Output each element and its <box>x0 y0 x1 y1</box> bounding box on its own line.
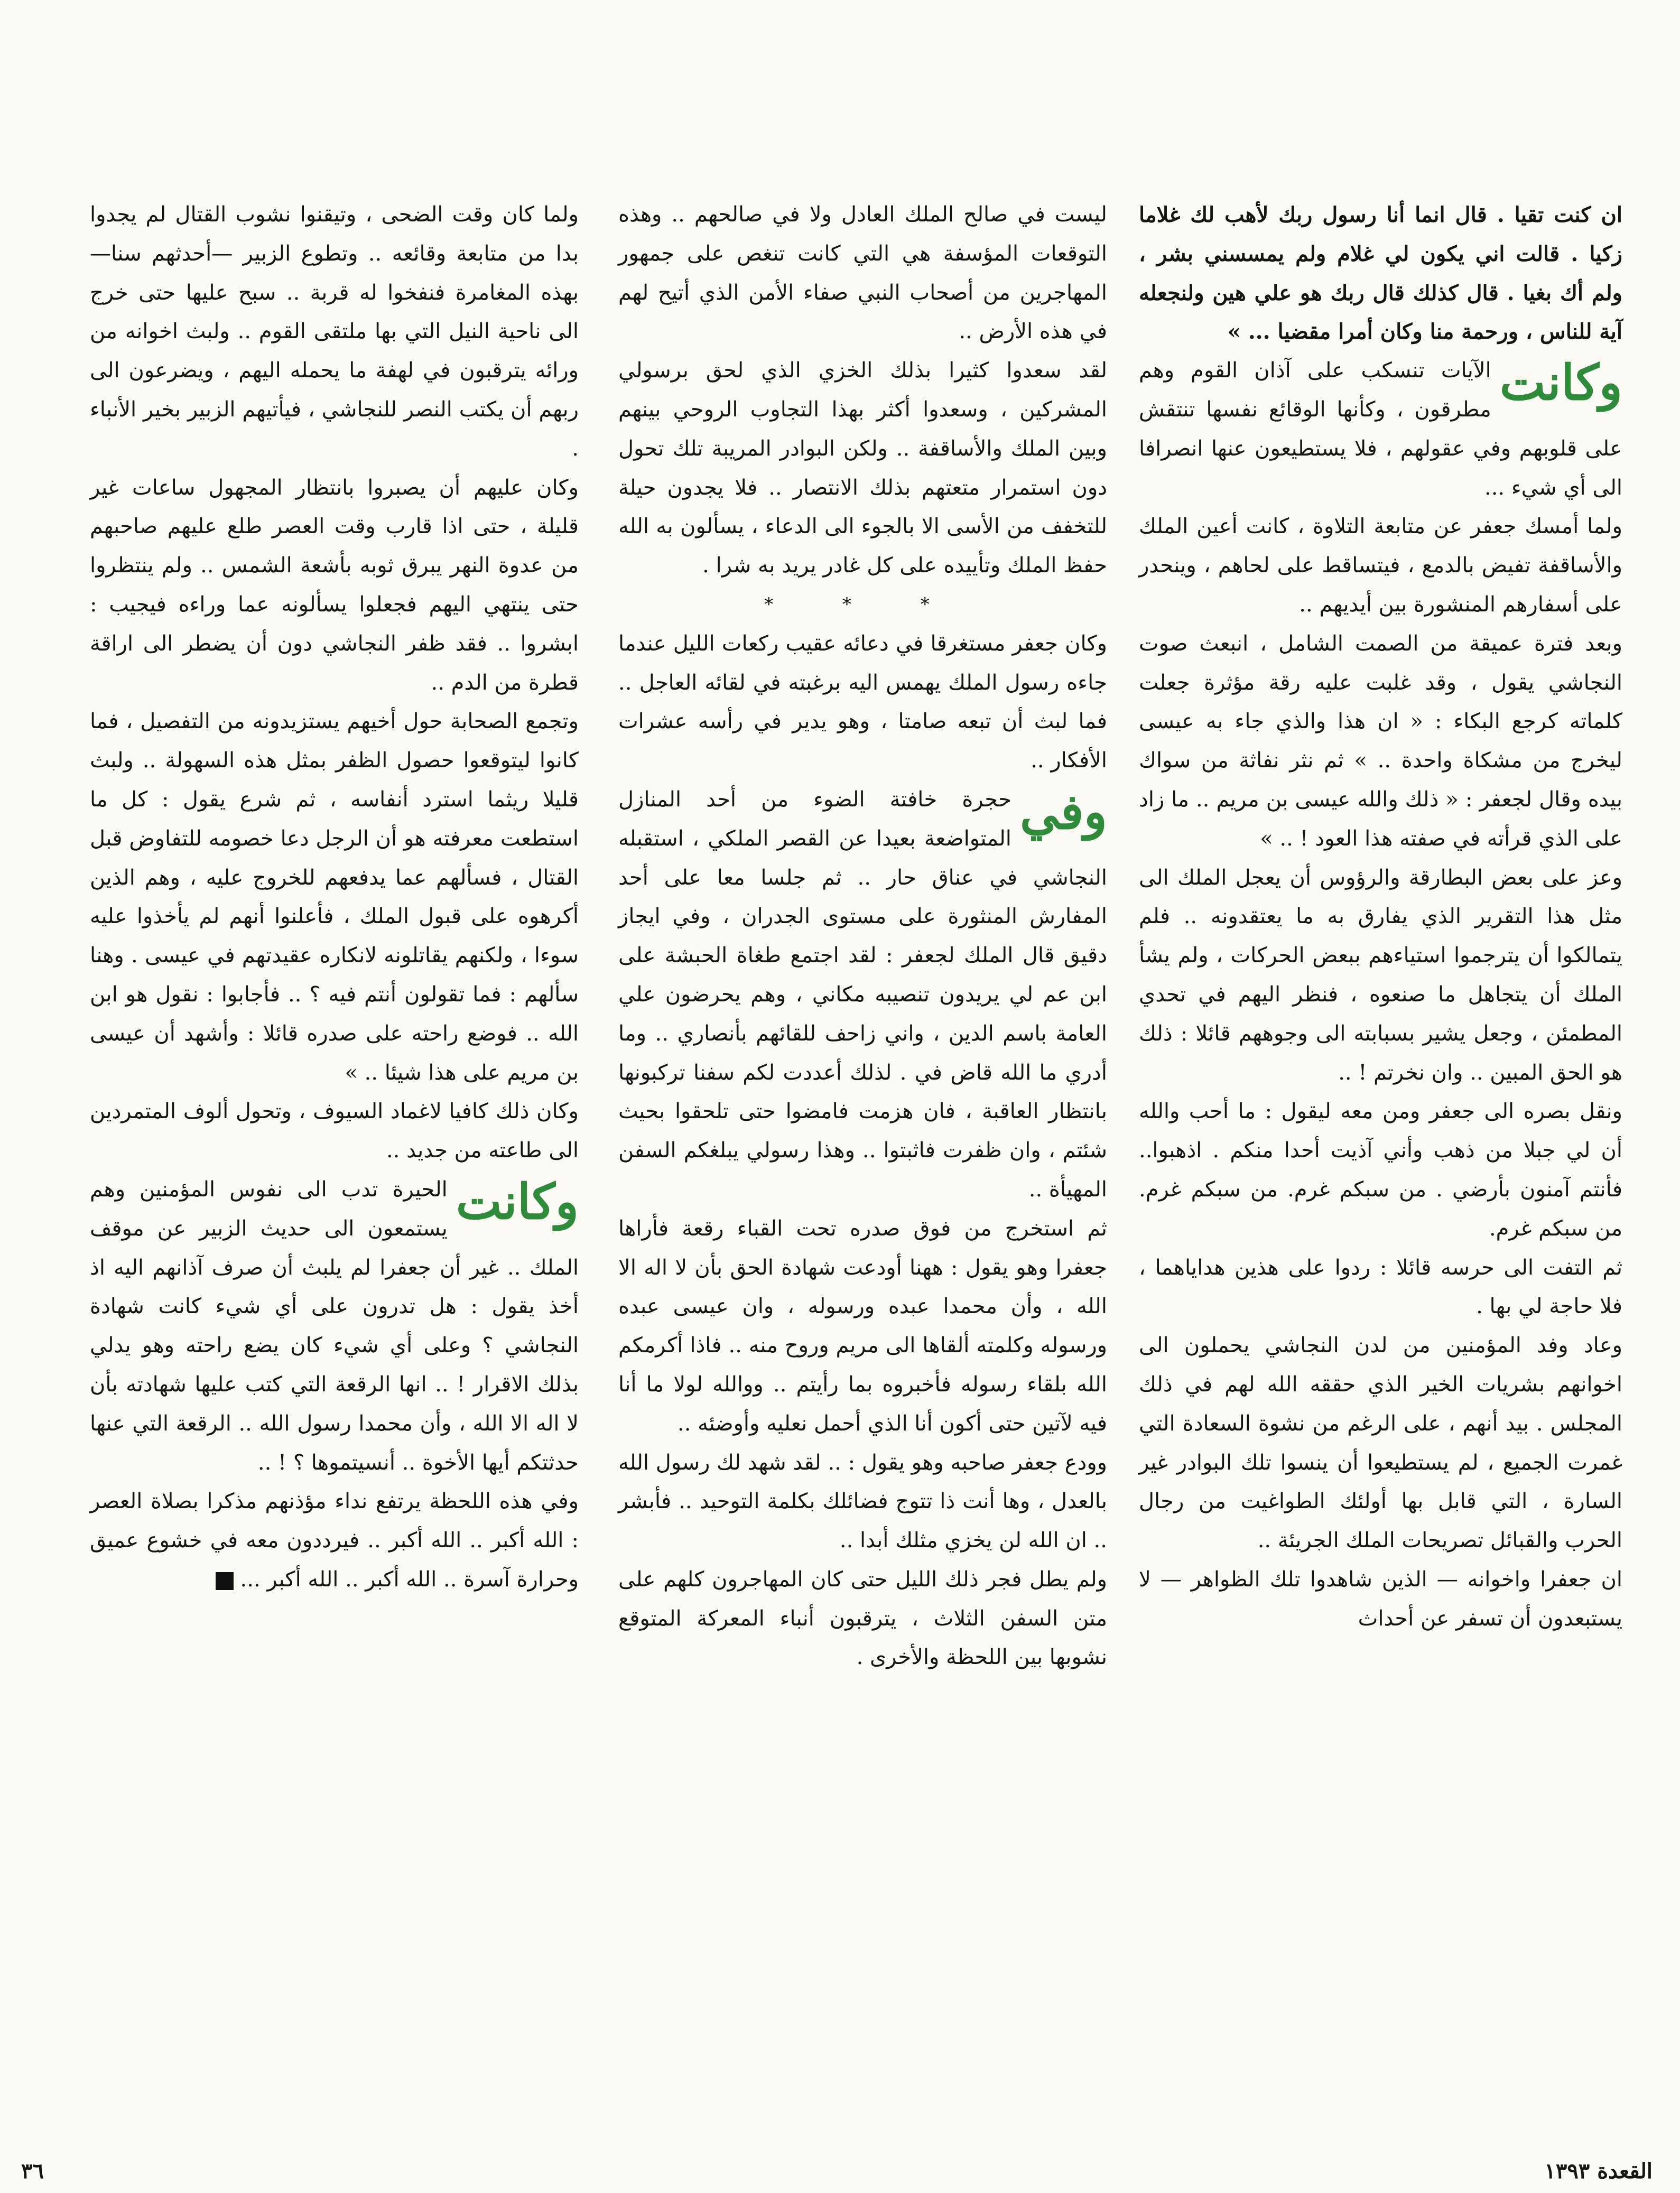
paragraph: وعاد وفد المؤمنين من لدن النجاشي يحملون الى اخوانهم بشريات الخير الذي حققه الله لهم في ذلك المجلس . بيد أنهم ، على الرغم من نشوة السعادة التي غمرت الجميع ، لم يستطيعوا أن ينسوا تلك البوادر غير السارة ، التي قابل بها أولئك الطواغيت من رجال الحرب والقبائل تصريحات الملك الجريئة .. <box>1139 1333 1622 1553</box>
paragraph: ثم استخرج من فوق صدره تحت القباء رقعة فأراها جعفرا وهو يقول : ههنا أودعت شهادة الحق بأن لا اله الا الله ، وأن محمدا عبده ورسوله ، وان عيسى عبده ورسوله وكلمته ألقاها الى مريم وروح منه .. فاذا أكرمكم الله بلقاء رسوله فأخبروه بما رأيتم .. ووالله لولا ما أنا فيه لآتين حتى أكون أنا الذي أحمل نعليه وأوضئه .. <box>618 1216 1107 1436</box>
paragraph <box>618 780 1107 1210</box>
paragraph: وكان عليهم أن يصبروا بانتظار المجهول ساعات غير قليلة ، حتى اذا قارب وقت العصر طلع عليهم صاحبهم من عدوة النهر يبرق ثوبه بأشعة الشمس .. ولم ينتظروا حتى ينتهي اليهم فجعلوا يسألونه عما وراءه فيجيب : ابشروا .. فقد ظفر النجاشي دون أن يضطر الى اراقة قطرة من الدم .. <box>90 475 579 695</box>
paragraph <box>1139 351 1622 507</box>
drop-cap-word: وفي <box>1019 783 1107 840</box>
paragraph: ان جعفرا واخوانه — الذين شاهدوا تلك الظواهر — لا يستبعدون أن تسفر عن أحداث <box>1139 1567 1622 1631</box>
paragraph: وتجمع الصحابة حول أخيهم يستزيدونه من التفصيل ، فما كانوا ليتوقعوا حصول الظفر بمثل هذه السهولة .. ولبث قليلا ريثما استرد أنفاسه ، ثم شرع يقول : كل ما استطعت معرفته هو أن الرجل دعا خصومه للتفاوض قبل القتال ، فسألهم عما يدفعهم للخروج عليه ، وهم الذين أكرهوه على قبول الملك ، فأعلنوا أنهم لم يأخذوا عليه سوءا ، ولكنهم يقاتلونه لانكاره عقيدتهم في عيسى . وهنا سألهم : فما تقولون أنتم فيه ؟ .. فأجابوا : نقول هو ابن الله .. فوضع راحته على صدره قائلا : وأشهد أن عيسى بن مريم على هذا شيئا .. » <box>90 709 579 1085</box>
paragraph-text: الآيات تنسكب على آذان القوم وهم مطرقون ، وكأنها الوقائع نفسها تنتقش على قلوبهم وفي عقولهم ، فلا يستطيعون عنها انصرافا الى أي شيء ... <box>1139 358 1622 500</box>
paragraph-text: حجرة خافتة الضوء من أحد المنازل المتواضعة بعيدا عن القصر الملكي ، استقبله النجاشي في عناق حار .. ثم جلسا معا على أحد المفارش المنثورة على مستوى الجدران ، وفي ايجاز دقيق قال الملك لجعفر : لقد اجتمع طغاة الحبشة على ابن عم لي يريدون تنصيبه مكاني ، وهم يحرضون علي العامة باسم الدين ، واني زاحف للقائهم بأنصاري .. وما أدري ما الله قاض في . لذلك أعددت لكم سفنا تركبونها بانتظار العاقبة ، فان هزمت فامضوا حتى تلحقوا بحيث شئتم ، وان ظفرت فاثبتوا .. وهذا رسولي يبلغكم السفن المهيأة .. <box>618 787 1107 1202</box>
paragraph: ولما أمسك جعفر عن متابعة التلاوة ، كانت أعين الملك والأساقفة تفيض بالدمع ، فيتساقط على لحاهم ، وينحدر على أسفارهم المنشورة بين أيديهم .. <box>1139 514 1623 617</box>
paragraph: ولم يطل فجر ذلك الليل حتى كان المهاجرون كلهم على متن السفن الثلاث ، يترقبون أنباء المعركة المتوقع نشوبها بين اللحظة والأخرى . <box>618 1567 1108 1670</box>
footer-issue-date: القعدة ١٣٩٣ <box>1544 2159 1653 2183</box>
paragraph: ان كنت تقيا . قال انما أنا رسول ربك لأهب لك غلاما زكيا . قالت اني يكون لي غلام ولم يمسسني بشر ، ولم أك بغيا . قال كذلك قال ربك هو علي هين ولنجعله آية للناس ، ورحمة منا وكان أمرا مقضيا ... » <box>1139 202 1622 345</box>
paragraph: لقد سعدوا كثيرا بذلك الخزي الذي لحق برسولي المشركين ، وسعدوا أكثر بهذا التجاوب الروحي بينهم وبين الملك والأساقفة .. ولكن البوادر المريبة تلك تحول دون استمرار متعتهم بذلك الانتصار .. فلا يجدون حيلة للتخفف من الأسى الا بالجوء الى الدعاء ، يسألون به الله حفظ الملك وتأييده على كل غادر يريد به شرا . <box>618 358 1107 578</box>
paragraph: ولما كان وقت الضحى ، وتيقنوا نشوب القتال لم يجدوا بدا من متابعة وقائعه .. وتطوع الزبير —أحدثهم سنا—بهذه المغامرة فنفخوا له قربة .. سبح عليها حتى خرج الى ناحية النيل التي بها ملتقى القوم .. ولبث اخوانه من ورائه يترقبون في لهفة ما يحمله اليهم ، ويضرعون الى ربهم أن يكتب النصر للنجاشي ، فيأتيهم الزبير بخير الأنباء . <box>90 202 579 461</box>
paragraph: وكان ذلك كافيا لاغماد السيوف ، وتحول ألوف المتمردين الى طاعته من جديد .. <box>90 1099 579 1163</box>
paragraph: ليست في صالح الملك العادل ولا في صالحهم .. وهذه التوقعات المؤسفة هي التي كانت تنغص على جمهور المهاجرين من أصحاب النبي صفاء الأمن الذي أتيح لهم في هذه الأرض .. <box>618 202 1107 344</box>
section-separator: * * * <box>764 593 961 615</box>
text-column-middle <box>618 196 1107 1677</box>
paragraph: ثم التفت الى حرسه قائلا : ردوا على هذين هداياهما ، فلا حاجة لي بها . <box>1139 1255 1622 1319</box>
paragraph: وعز على بعض البطارقة والرؤوس أن يعجل الملك الى مثل هذا التقرير الذي يفارق به ما يعتقدونه .. فلم يتمالكوا أن يترجموا استياءهم ببعض الحركات ، ولم يشأ الملك أن يتجاهل ما صنعوه ، فنظر اليهم في تحدي المطمئن ، وجعل يشير بسبابته الى وجوههم قائلا : ذلك هو الحق المبين .. وان نخرتم ! .. <box>1139 865 1622 1085</box>
paragraph: وكان جعفر مستغرقا في دعائه عقيب ركعات الليل عندما جاءه رسول الملك يهمس اليه برغبته في لقائه العاجل .. فما لبث أن تبعه صامتا ، وهو يدير في رأسه عشرات الأفكار .. <box>618 631 1107 773</box>
drop-cap-word: وكانت <box>456 1173 579 1230</box>
paragraph-text: وفي هذه اللحظة يرتفع نداء مؤذنهم مذكرا بصلاة العصر : الله أكبر .. الله أكبر .. فيرددون معه في خشوع عميق وحرارة آسرة .. الله أكبر .. الله أكبر ... <box>90 1489 579 1592</box>
drop-cap-word: وكانت <box>1499 354 1622 412</box>
end-of-article-mark <box>216 1572 234 1590</box>
page-number: ٣٦ <box>21 2159 44 2183</box>
paragraph: وبعد فترة عميقة من الصمت الشامل ، انبعث صوت النجاشي يقول ، وقد غلبت عليه رقة مؤثرة جعلت كلماته كرجع البكاء : « ان هذا والذي جاء به عيسى ليخرج من مشكاة واحدة .. » ثم نثر نفاثة من سواك بيده وقال لجعفر : « ذلك والله عيسى بن مريم .. ما زاد على الذي قرأته في صفته هذا العود ! .. » <box>1139 631 1622 851</box>
text-column-right <box>1139 196 1622 1638</box>
text-column-left <box>90 196 579 1600</box>
paragraph <box>90 1482 579 1599</box>
paragraph <box>90 1170 579 1482</box>
paragraph: ونقل بصره الى جعفر ومن معه ليقول : ما أحب والله أن لي جبلا من ذهب وأني آذيت أحدا منكم . اذهبوا.. فأنتم آمنون بأرضي . من سبكم غرم. من سبكم غرم. من سبكم غرم. <box>1139 1099 1622 1241</box>
paragraph-text: الحيرة تدب الى نفوس المؤمنين وهم يستمعون الى حديث الزبير عن موقف الملك .. غير أن جعفرا لم يلبث أن صرف آذانهم اليه اذ أخذ يقول : هل تدرون على أي شيء كانت شهادة النجاشي ؟ وعلى أي شيء كان يضع راحته وهو يدلي بذلك الاقرار ! .. انها الرقعة التي كتب عليها شهادته بأن لا اله الا الله ، وأن محمدا رسول الله .. الرقعة التي عنها حدثتكم أيها الأخوة .. أنسيتموها ؟ ! .. <box>90 1177 579 1475</box>
paragraph: وودع جعفر صاحبه وهو يقول : .. لقد شهد لك رسول الله بالعدل ، وها أنت ذا تتوج فضائلك بكلمة التوحيد .. فأبشر .. ان الله لن يخزي مثلك أبدا .. <box>618 1450 1107 1553</box>
